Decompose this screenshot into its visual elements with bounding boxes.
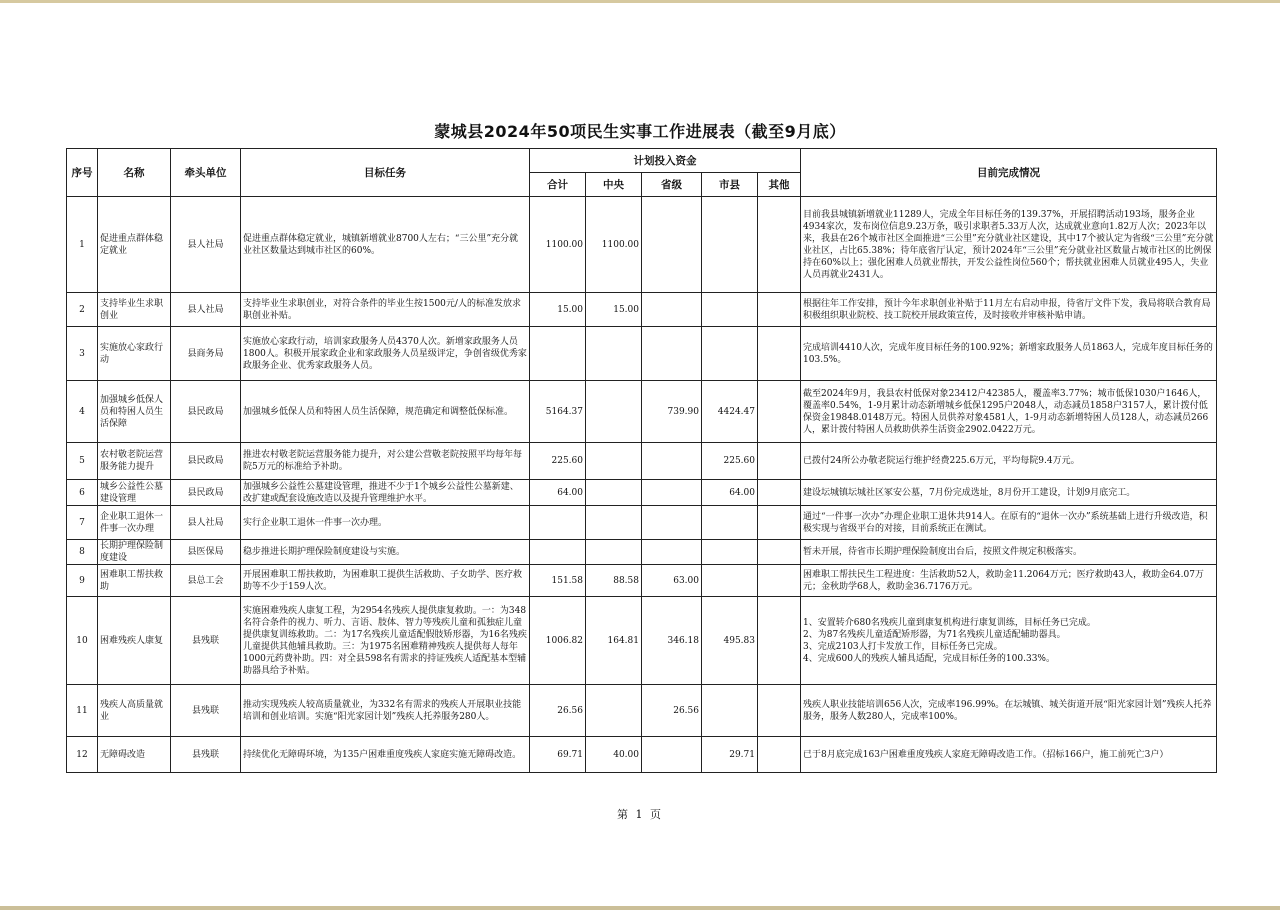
header-total: 合计 xyxy=(530,173,586,197)
row-name: 无障碍改造 xyxy=(98,737,171,773)
row-status: 困难职工帮扶民生工程进度：生活救助52人，救助金11.2064万元；医疗救助43人，救助金64.07万元；金秋助学68人，救助金36.7176万元。 xyxy=(801,565,1217,597)
row-county: 495.83 xyxy=(702,597,758,685)
row-county: 29.71 xyxy=(702,737,758,773)
row-task: 加强城乡低保人员和特困人员生活保障，规范确定和调整低保标准。 xyxy=(241,381,530,443)
row-status: 截至2024年9月，我县农村低保对象23412户42385人，覆盖率3.77%；城市低保1030户1646人，覆盖率0.54%，1-9月累计动态新增城乡低保1295户2048人，动态减员1858户3157人，累计拨付低保资金19848.0148万元。特困人员供养对象4581人，1-9月动态新增特困人员128人，动态减员266人，累计拨付特困人员救助供养生活资金2902.0422万元。 xyxy=(801,381,1217,443)
row-task: 持续优化无障碍环境，为135户困难重度残疾人家庭实施无障碍改造。 xyxy=(241,737,530,773)
row-no: 3 xyxy=(67,327,98,381)
row-central: 40.00 xyxy=(586,737,642,773)
row-other xyxy=(758,565,801,597)
row-task: 推动实现残疾人较高质量就业，为332名有需求的残疾人开展职业技能培训和创业培训。实施“阳光家园计划”残疾人托养服务280人。 xyxy=(241,685,530,737)
row-central xyxy=(586,685,642,737)
row-name: 困难职工帮扶救助 xyxy=(98,565,171,597)
row-task: 稳步推进长期护理保险制度建设与实施。 xyxy=(241,540,530,565)
top-border xyxy=(0,0,1280,3)
row-total xyxy=(530,327,586,381)
row-county: 4424.47 xyxy=(702,381,758,443)
row-status: 1、安置转介680名残疾儿童到康复机构进行康复训练，目标任务已完成。 2、为87名残疾儿童适配矫形器，为71名残疾儿童适配辅助器具。 3、完成2103人打卡发放工作，目标任务已完成。 4、完成600人的残疾人辅具适配，完成目标任务的100.33%。 xyxy=(801,597,1217,685)
table-row xyxy=(67,597,1217,685)
row-provincial xyxy=(642,293,702,327)
row-task: 实施困难残疾人康复工程，为2954名残疾人提供康复救助。一：为348名符合条件的视力、听力、言语、肢体、智力等残疾儿童和孤独症儿童提供康复训练救助。二：为17名残疾儿童适配假肢矫形器，为16名残疾儿童提供其他辅具救助。三：为1975名困难精神残疾人提供每人每年1000元药费补助。四：对全县598名有需求的持证残疾人适配基本型辅助器具给予补贴。 xyxy=(241,597,530,685)
row-other xyxy=(758,293,801,327)
progress-table xyxy=(66,148,1217,773)
bottom-border xyxy=(0,906,1280,910)
row-provincial xyxy=(642,327,702,381)
row-central xyxy=(586,480,642,506)
row-name: 城乡公益性公墓建设管理 xyxy=(98,480,171,506)
row-task: 开展困难职工帮扶救助，为困难职工提供生活救助、子女助学、医疗救助等不少于159人次。 xyxy=(241,565,530,597)
row-central: 164.81 xyxy=(586,597,642,685)
row-central xyxy=(586,540,642,565)
row-other xyxy=(758,597,801,685)
row-unit: 县人社局 xyxy=(171,197,241,293)
row-status: 建设坛城镇坛城社区冢安公墓，7月份完成选址，8月份开工建设，计划9月底完工。 xyxy=(801,480,1217,506)
row-central: 15.00 xyxy=(586,293,642,327)
row-no: 12 xyxy=(67,737,98,773)
row-provincial xyxy=(642,197,702,293)
row-no: 6 xyxy=(67,480,98,506)
table-row xyxy=(67,685,1217,737)
row-unit: 县人社局 xyxy=(171,293,241,327)
row-other xyxy=(758,480,801,506)
table-row xyxy=(67,327,1217,381)
row-no: 10 xyxy=(67,597,98,685)
row-unit: 县商务局 xyxy=(171,327,241,381)
row-county xyxy=(702,293,758,327)
row-provincial: 739.90 xyxy=(642,381,702,443)
row-unit: 县民政局 xyxy=(171,443,241,480)
row-status: 目前我县城镇新增就业11289人，完成全年目标任务的139.37%，开展招聘活动193场，服务企业4934家次，发布岗位信息9.23万条，吸引求职者5.33万人次，达成就业意向1.82万人次；2023年以来，我县在26个城市社区全面推进“三公里”充分就业社区建设，其中17个被认定为省级“三公里”充分就业社区，占比65.38%；待年底省厅认定，预计2024年“三公里”充分就业社区数量占城市社区的比例保持在60%以上；强化困难人员就业帮扶，开发公益性岗位560个；帮扶就业困难人员就业495人，失业人员再就业2431人。 xyxy=(801,197,1217,293)
row-provincial xyxy=(642,443,702,480)
header-central: 中央 xyxy=(586,173,642,197)
row-task: 促进重点群体稳定就业，城镇新增就业8700人左右；“三公里”充分就业社区数量达到城市社区的60%。 xyxy=(241,197,530,293)
row-county xyxy=(702,540,758,565)
row-unit: 县民政局 xyxy=(171,480,241,506)
row-task: 加强城乡公益性公墓建设管理，推进不少于1个城乡公益性公墓新建、改扩建或配套设施改造以及提升管理维护水平。 xyxy=(241,480,530,506)
page-number: 第 1 页 xyxy=(617,808,663,821)
row-total: 26.56 xyxy=(530,685,586,737)
row-total xyxy=(530,540,586,565)
header-name: 名称 xyxy=(98,149,171,197)
row-county: 64.00 xyxy=(702,480,758,506)
row-task: 支持毕业生求职创业，对符合条件的毕业生按1500元/人的标准发放求职创业补贴。 xyxy=(241,293,530,327)
row-central: 88.58 xyxy=(586,565,642,597)
row-unit: 县残联 xyxy=(171,685,241,737)
header-funding: 计划投入资金 xyxy=(530,149,801,173)
row-no: 7 xyxy=(67,506,98,540)
row-status: 残疾人职业技能培训656人次，完成率196.99%。在坛城镇、城关街道开展“阳光家园计划”残疾人托养服务，服务人数280人，完成率100%。 xyxy=(801,685,1217,737)
table-row xyxy=(67,197,1217,293)
row-name: 支持毕业生求职创业 xyxy=(98,293,171,327)
row-other xyxy=(758,443,801,480)
row-unit: 县残联 xyxy=(171,737,241,773)
row-other xyxy=(758,197,801,293)
row-central xyxy=(586,506,642,540)
row-other xyxy=(758,381,801,443)
row-central xyxy=(586,443,642,480)
row-status: 已于8月底完成163户困难重度残疾人家庭无障碍改造工作。（招标166户，施工前死亡3户） xyxy=(801,737,1217,773)
header-county: 市县 xyxy=(702,173,758,197)
row-unit: 县医保局 xyxy=(171,540,241,565)
row-total: 1006.82 xyxy=(530,597,586,685)
row-name: 残疾人高质量就业 xyxy=(98,685,171,737)
table-row xyxy=(67,443,1217,480)
row-county xyxy=(702,197,758,293)
row-no: 9 xyxy=(67,565,98,597)
row-name: 促进重点群体稳定就业 xyxy=(98,197,171,293)
row-central xyxy=(586,381,642,443)
row-unit: 县民政局 xyxy=(171,381,241,443)
table-row xyxy=(67,506,1217,540)
row-status: 根据往年工作安排，预计今年求职创业补贴于11月左右启动申报，待省厅文件下发，我局将联合教育局积极组织职业院校、技工院校开展政策宣传，及时接收并审核补贴申请。 xyxy=(801,293,1217,327)
header-task: 目标任务 xyxy=(241,149,530,197)
row-county xyxy=(702,506,758,540)
table-row xyxy=(67,381,1217,443)
row-name: 农村敬老院运营服务能力提升 xyxy=(98,443,171,480)
row-no: 11 xyxy=(67,685,98,737)
row-no: 4 xyxy=(67,381,98,443)
row-task: 实施放心家政行动，培训家政服务人员4370人次。新增家政服务人员1800人。积极开展家政企业和家政服务人员星级评定，争创省级优秀家政服务企业、优秀家政服务人员。 xyxy=(241,327,530,381)
row-other xyxy=(758,506,801,540)
table-row xyxy=(67,737,1217,773)
row-task: 推进农村敬老院运营服务能力提升，对公建公营敬老院按照平均每年每院5万元的标准给予补助。 xyxy=(241,443,530,480)
row-no: 1 xyxy=(67,197,98,293)
row-provincial xyxy=(642,506,702,540)
row-provincial: 346.18 xyxy=(642,597,702,685)
row-total: 15.00 xyxy=(530,293,586,327)
header-no: 序号 xyxy=(67,149,98,197)
table-row xyxy=(67,565,1217,597)
row-county xyxy=(702,565,758,597)
row-total: 1100.00 xyxy=(530,197,586,293)
row-total: 64.00 xyxy=(530,480,586,506)
row-provincial: 26.56 xyxy=(642,685,702,737)
row-other xyxy=(758,685,801,737)
row-central: 1100.00 xyxy=(586,197,642,293)
row-county: 225.60 xyxy=(702,443,758,480)
row-other xyxy=(758,327,801,381)
row-name: 困难残疾人康复 xyxy=(98,597,171,685)
row-task: 实行企业职工退休一件事一次办理。 xyxy=(241,506,530,540)
table-row xyxy=(67,293,1217,327)
row-provincial xyxy=(642,480,702,506)
row-total: 5164.37 xyxy=(530,381,586,443)
header-unit: 牵头单位 xyxy=(171,149,241,197)
row-unit: 县总工会 xyxy=(171,565,241,597)
header-status: 目前完成情况 xyxy=(801,149,1217,197)
row-provincial xyxy=(642,540,702,565)
table-row xyxy=(67,540,1217,565)
row-no: 5 xyxy=(67,443,98,480)
row-other xyxy=(758,540,801,565)
row-total: 151.58 xyxy=(530,565,586,597)
row-county xyxy=(702,327,758,381)
row-status: 暂未开展，待省市长期护理保险制度出台后，按照文件规定积极落实。 xyxy=(801,540,1217,565)
row-provincial xyxy=(642,737,702,773)
row-total xyxy=(530,506,586,540)
row-status: 完成培训4410人次，完成年度目标任务的100.92%；新增家政服务人员1863人，完成年度目标任务的103.5%。 xyxy=(801,327,1217,381)
row-no: 8 xyxy=(67,540,98,565)
row-unit: 县人社局 xyxy=(171,506,241,540)
row-name: 实施放心家政行动 xyxy=(98,327,171,381)
row-no: 2 xyxy=(67,293,98,327)
row-unit: 县残联 xyxy=(171,597,241,685)
row-name: 企业职工退休一件事一次办理 xyxy=(98,506,171,540)
row-status: 已拨付24所公办敬老院运行维护经费225.6万元，平均每院9.4万元。 xyxy=(801,443,1217,480)
row-total: 69.71 xyxy=(530,737,586,773)
row-provincial: 63.00 xyxy=(642,565,702,597)
header-other: 其他 xyxy=(758,173,801,197)
row-name: 加强城乡低保人员和特困人员生活保障 xyxy=(98,381,171,443)
table-row xyxy=(67,480,1217,506)
row-status: 通过“一件事一次办”办理企业职工退休共914人。在原有的“退休一次办”系统基础上进行升级改造，积极实现与省级平台的对接，目前系统正在测试。 xyxy=(801,506,1217,540)
row-central xyxy=(586,327,642,381)
row-total: 225.60 xyxy=(530,443,586,480)
header-provincial: 省级 xyxy=(642,173,702,197)
row-name: 长期护理保险制度建设 xyxy=(98,540,171,565)
row-other xyxy=(758,737,801,773)
page-title: 蒙城县2024年50项民生实事工作进展表（截至9月底） xyxy=(434,122,846,141)
row-county xyxy=(702,685,758,737)
